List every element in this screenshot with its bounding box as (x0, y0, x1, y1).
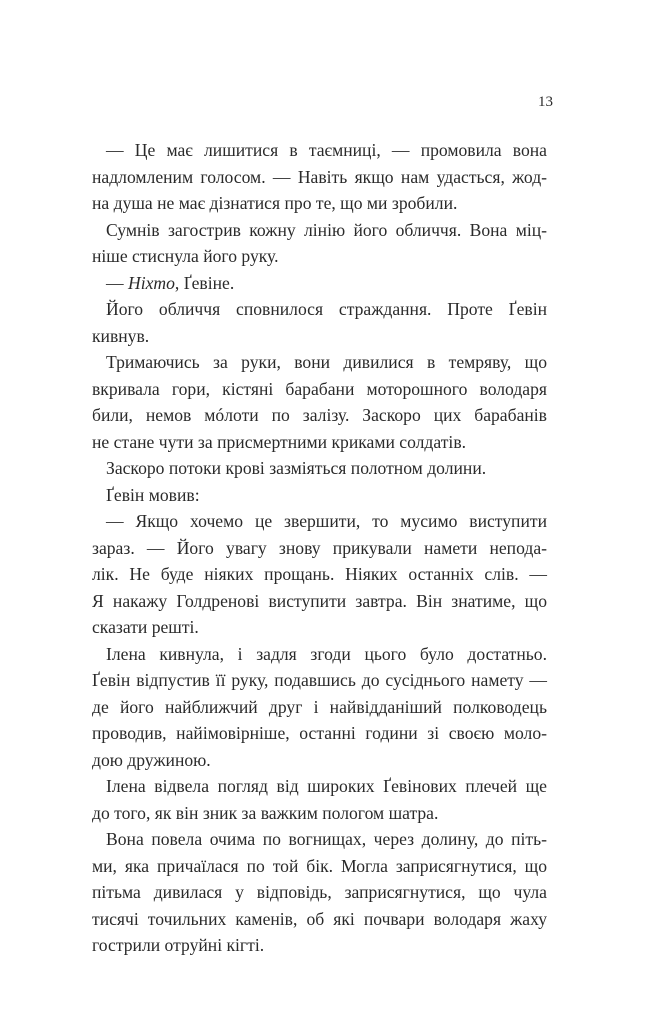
page-number: 13 (538, 94, 553, 110)
text-line: Тримаючись за руки, вони дивилися в темряву, що (106, 352, 547, 372)
text-line: не стане чути за присмертними криками солдатів. (92, 431, 467, 452)
text-line: Заскоро потоки крові зазміяться полотном долини. (106, 458, 487, 478)
text-line: Ілена кивнула, і задля згоди цього було достатньо. (106, 643, 547, 664)
text-line: тисячі точильних каменів, об які почвари володаря жаху (92, 908, 547, 929)
text-line: до того, як він зник за важким пологом шатра. (92, 802, 439, 823)
text-line: Його обличчя сповнилося страждання. Проте Ґевін (106, 299, 547, 319)
text-line: Я накажу Голдренові виступити завтра. Він знатиме, що (92, 590, 547, 611)
text-line: зараз. — Його увагу знову прикували намети непода- (92, 537, 547, 558)
text-line: ми, яка причаїлася по той бік. Могла заприсягнутися, що (92, 855, 547, 876)
page-text (92, 137, 547, 959)
text-line: сказати решті. (92, 617, 199, 637)
text-line: кивнув. (92, 325, 150, 346)
text-line: де його найближчий друг і найвідданіший полководець (92, 696, 547, 717)
text-line: Ілена відвела погляд від широких Ґевінових плечей ще (106, 776, 547, 796)
italic-word: Ніхто (128, 272, 175, 293)
text-line: — Це має лишитися в таємниці, — промовила вона (106, 140, 547, 160)
text-line: — Якщо хочемо це звершити, то мусимо виступити (106, 511, 547, 531)
text-line: Вона повела очима по вогнищах, через долину, до піть- (106, 829, 547, 849)
text-line: Сумнів загострив кожну лінію його обличчя. Вона міц- (106, 219, 547, 240)
text-line: проводив, найімовірніше, останні години зі своєю моло- (92, 723, 547, 743)
text-line: на душа не має дізнатися про те, що ми зробили. (92, 193, 458, 213)
text-line: дою дружиною. (92, 749, 211, 770)
text-line: гострили отруйні кігті. (92, 935, 265, 955)
text-line: ніше стиснула його руку. (92, 246, 279, 266)
text-line: надломленим голосом. — Навіть якщо нам удасться, жод- (92, 166, 547, 187)
text-line: вкривала гори, кістяні барабани моторошного володаря (92, 378, 547, 399)
text-fragment: — (106, 272, 128, 293)
text-line (92, 270, 547, 297)
text-line: Ґевін відпустив її руку, подавшись до сусіднього намету — (92, 670, 547, 690)
text-fragment: , Ґевіне. (174, 272, 235, 293)
text-line: Ґевін мовив: (106, 484, 200, 505)
text-line: лік. Не буде ніяких прощань. Ніяких останніх слів. — (92, 564, 547, 584)
text-line: били, немов мóлоти по залізу. Заскоро цих барабанів (92, 405, 547, 425)
text-line: пітьма дивилася у відповідь, заприсягнутися, що чула (92, 882, 547, 902)
